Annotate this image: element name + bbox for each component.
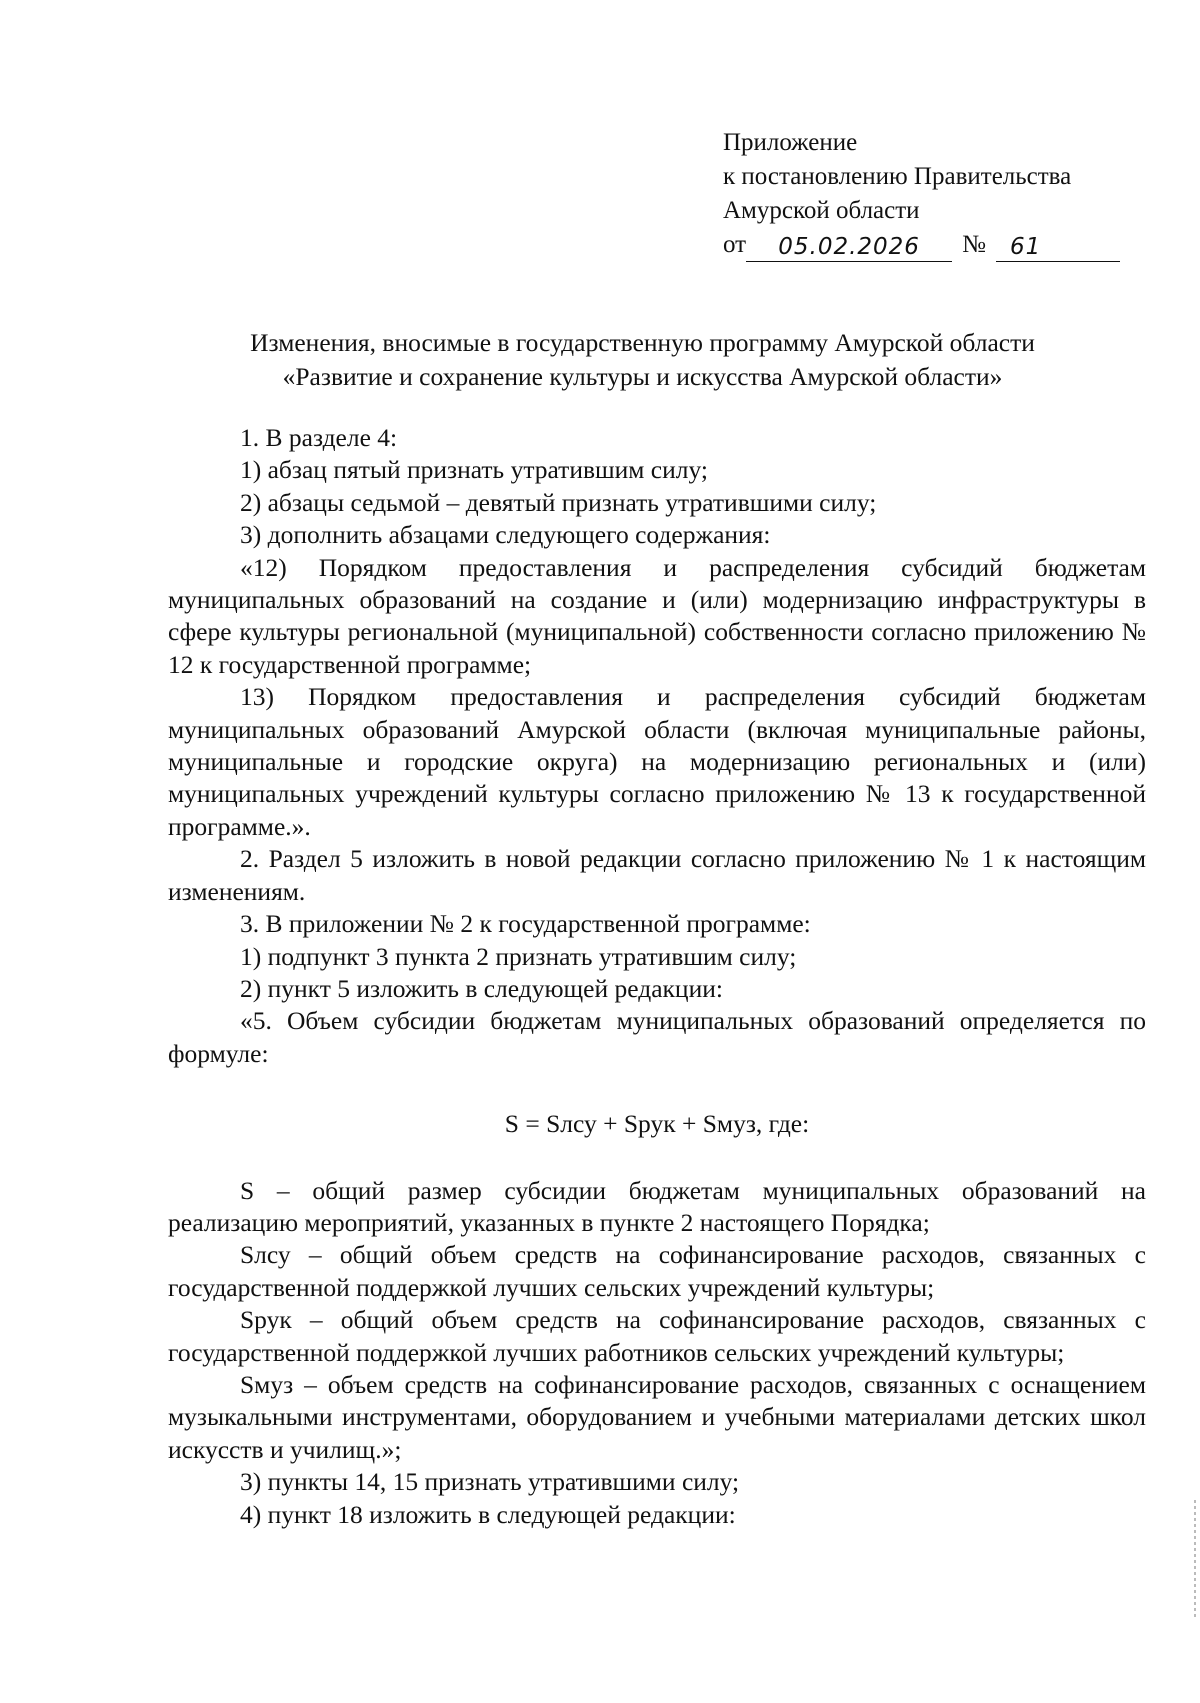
- formula: S = Sлсу + Sрук + Sмуз, где:: [504, 1109, 810, 1139]
- paragraph: 1. В разделе 4:: [240, 423, 398, 452]
- appendix-heading: Приложение: [723, 129, 858, 156]
- definition: Sмуз – объем средств на софинансирование расходов, связанных с оснащением музыкальными инструментами, оборудованием и учебными материалами детских школ искусств и училищ.»;: [168, 1369, 1146, 1464]
- appendix-decree-line: к постановлению Правительства: [723, 163, 1072, 190]
- date-prefix: от: [723, 231, 747, 258]
- paragraph: 13) Порядком предоставления и распределения субсидий бюджетам муниципальных образований Амурской области (включая муниципальные районы, муниципальные и городские округа) на модернизацию региональных и (или) муниципальных учреждений культуры согласно приложению № 13 к государственной программе.».: [168, 682, 1146, 841]
- title-line-1: Изменения, вносимые в государственную программу Амурской области: [250, 328, 1035, 357]
- paragraph: 4) пункт 18 изложить в следующей редакции:: [240, 1499, 736, 1529]
- paragraph: 1) абзац пятый признать утратившим силу;: [240, 455, 708, 485]
- definition: Sрук – общий объем средств на софинансирование расходов, связанных с государственной поддержкой лучших работников сельских учреждений культуры;: [168, 1305, 1146, 1367]
- title-line-2: «Развитие и сохранение культуры и искусства Амурской области»: [282, 362, 1003, 391]
- number-label: №: [962, 231, 986, 258]
- paragraph: 3) дополнить абзацами следующего содержания:: [240, 520, 771, 550]
- document-title: [160, 326, 1125, 394]
- definition: Sлсу – общий объем средств на софинансирование расходов, связанных с государственной поддержкой лучших сельских учреждений культуры;: [168, 1240, 1146, 1302]
- paragraph: 2. Раздел 5 изложить в новой редакции согласно приложению № 1 к настоящим изменениям.: [168, 844, 1146, 906]
- handwritten-date: 05.02.2026: [746, 233, 952, 262]
- document-body: [168, 422, 1146, 1531]
- paragraph: 3. В приложении № 2 к государственной программе:: [240, 909, 811, 939]
- paragraph: «12) Порядком предоставления и распределения субсидий бюджетам муниципальных образований на создание и (или) модернизацию инфраструктуры в сфере культуры региональной (муниципальной) собственности согласно приложению № 12 к государственной программе;: [168, 552, 1146, 679]
- paragraph: 1) подпункт 3 пункта 2 признать утратившим силу;: [240, 941, 797, 971]
- appendix-region-line: Амурской области: [723, 197, 920, 224]
- paragraph: «5. Объем субсидии бюджетам муниципальных образований определяется по формуле:: [168, 1006, 1146, 1068]
- appendix-date-number-line: [723, 228, 1120, 262]
- paragraph: 3) пункты 14, 15 признать утратившими силу;: [240, 1467, 740, 1497]
- paragraph: 2) абзацы седьмой – девятый признать утратившими силу;: [240, 487, 877, 517]
- appendix-block: [723, 126, 1120, 262]
- definition: S – общий размер субсидии бюджетам муниципальных образований на реализацию мероприятий, указанных в пункте 2 настоящего Порядка;: [168, 1175, 1146, 1237]
- handwritten-number: 61: [996, 233, 1120, 262]
- scan-edge-artifact: [1194, 1500, 1196, 1620]
- paragraph: 2) пункт 5 изложить в следующей редакции:: [240, 973, 723, 1003]
